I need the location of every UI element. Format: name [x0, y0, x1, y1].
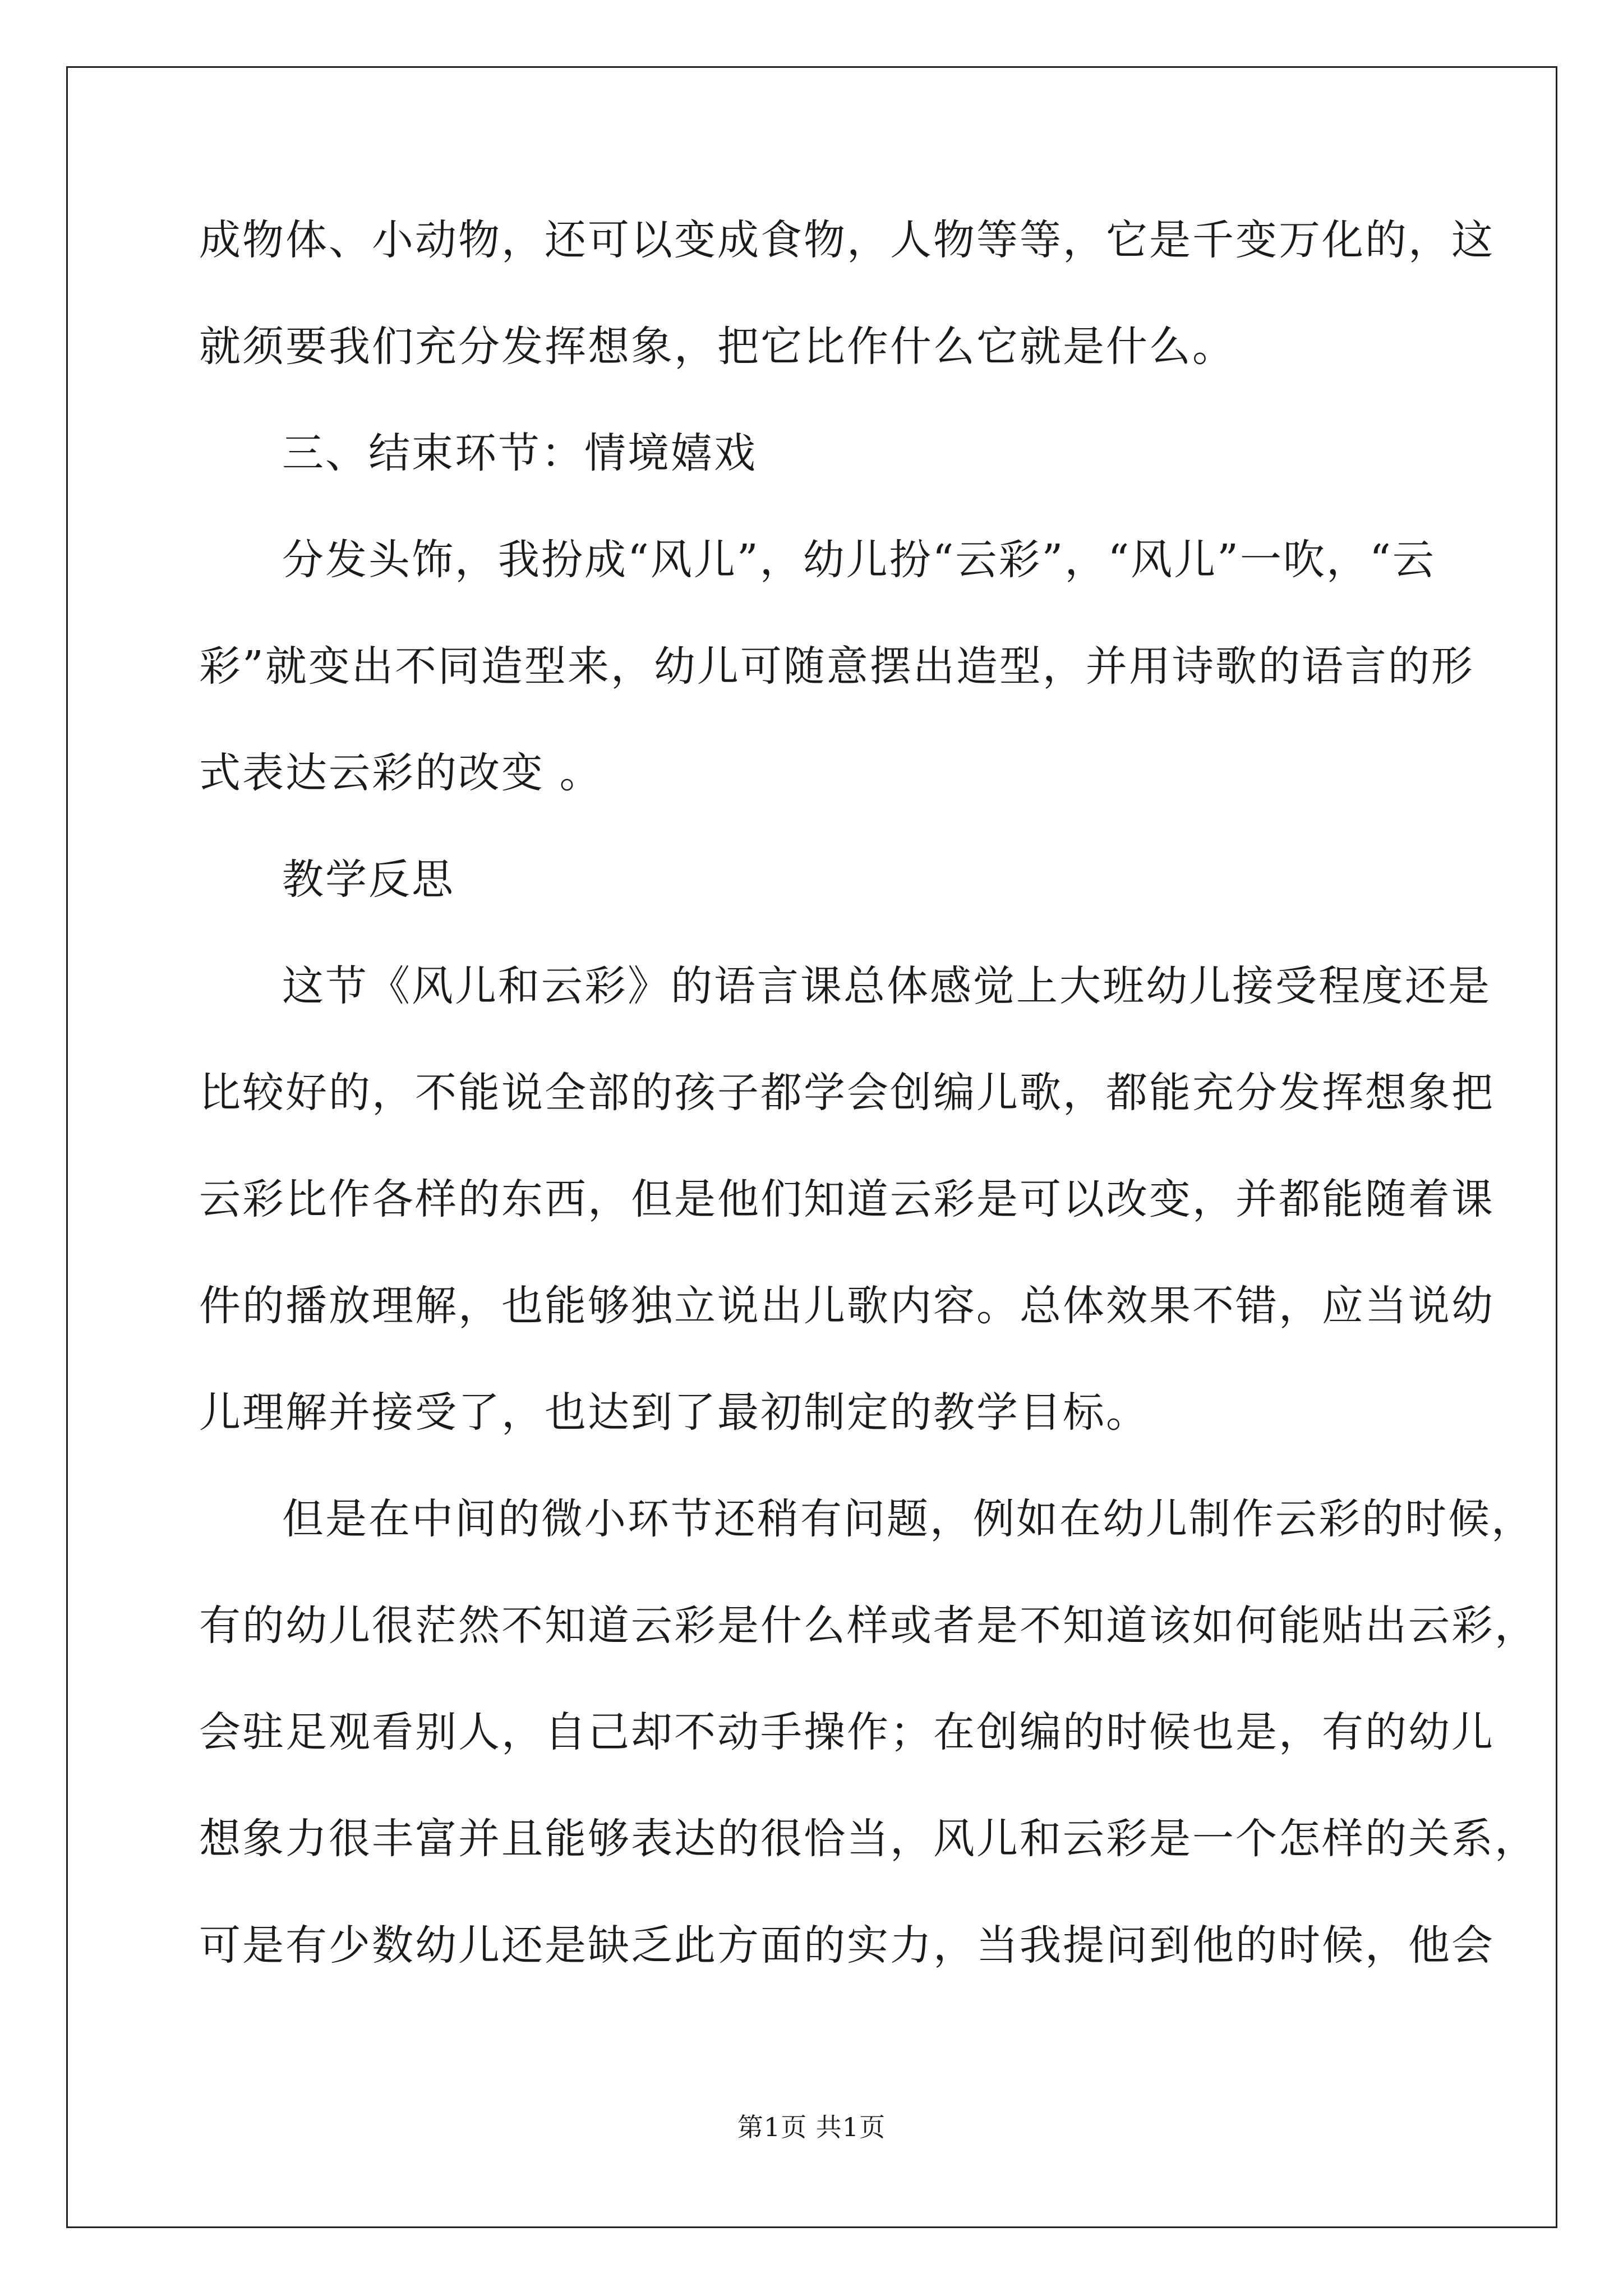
- text-line: 分发头饰，我扮成“风儿”，幼儿扮“云彩”，“风儿”一吹，“云: [282, 536, 1436, 584]
- section-heading: 教学反思: [282, 855, 455, 904]
- text-line: 云彩比作各样的东西，但是他们知道云彩是可以改变，并都能随着课: [199, 1175, 1495, 1223]
- text-line: 件的播放理解，也能够独立说出儿歌内容。总体效果不错，应当说幼: [199, 1282, 1495, 1330]
- text-line: 彩”就变出不同造型来，幼儿可随意摆出造型，并用诗歌的语言的形: [199, 642, 1474, 691]
- text-line: 但是在中间的微小环节还稍有问题，例如在幼儿制作云彩的时候，: [282, 1495, 1534, 1543]
- text-line: 想象力很丰富并且能够表达的很恰当，风儿和云彩是一个怎样的关系，: [199, 1815, 1538, 1863]
- text-line: 会驻足观看别人，自己却不动手操作；在创编的时候也是，有的幼儿: [199, 1708, 1495, 1756]
- text-line: 就须要我们充分发挥想象，把它比作什么它就是什么。: [199, 323, 1235, 371]
- text-line: 比较好的，不能说全部的孩子都学会创编儿歌，都能充分发挥想象把: [199, 1069, 1495, 1117]
- page-border: [66, 66, 1557, 2228]
- text-line: 这节《风儿和云彩》的语言课总体感觉上大班幼儿接受程度还是: [282, 962, 1491, 1010]
- page-number-footer: 第1页 共1页: [737, 2112, 886, 2142]
- text-line: 式表达云彩的改变 。: [199, 749, 603, 797]
- text-line: 可是有少数幼儿还是缺乏此方面的实力，当我提问到他的时候，他会: [199, 1921, 1495, 1970]
- section-heading: 三、结束环节：情境嬉戏: [282, 429, 757, 477]
- text-line: 成物体、小动物，还可以变成食物，人物等等，它是千变万化的，这: [199, 216, 1495, 264]
- text-line: 有的幼儿很茫然不知道云彩是什么样或者是不知道该如何能贴出云彩，: [199, 1602, 1538, 1650]
- text-line: 儿理解并接受了，也达到了最初制定的教学目标。: [199, 1388, 1149, 1437]
